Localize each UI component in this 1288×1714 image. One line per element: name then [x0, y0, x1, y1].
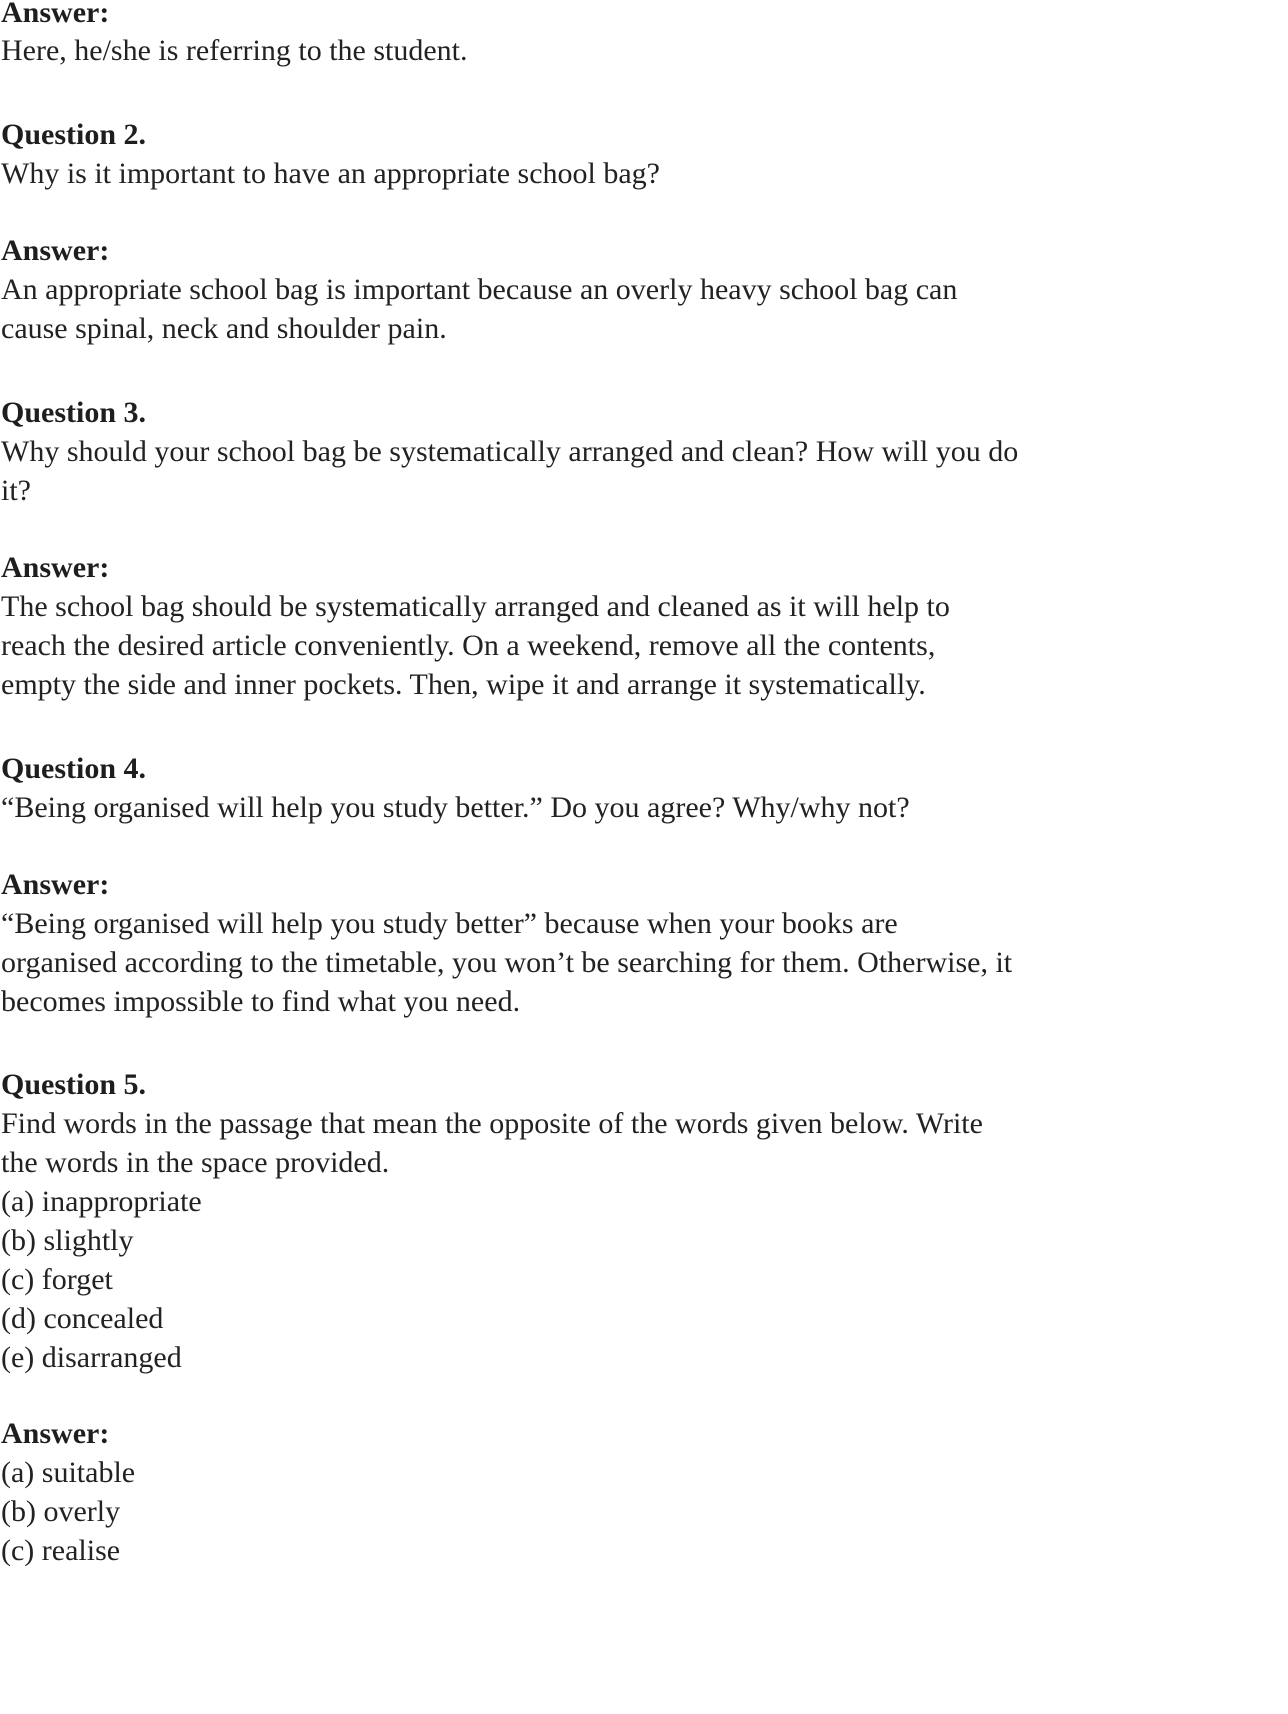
text-line: “Being organised will help you study better” because when your books are	[1, 907, 898, 940]
paragraph	[1, 1453, 135, 1570]
text-line: (a) suitable	[1, 1456, 136, 1489]
text-line: An appropriate school bag is important because an overly heavy school bag can	[1, 273, 958, 306]
text-line: becomes impossible to find what you need.	[1, 985, 521, 1018]
text-line: (c) realise	[1, 1534, 121, 1567]
answer-heading: Answer:	[1, 868, 110, 901]
paragraph	[1, 587, 950, 704]
paragraph	[1, 432, 1018, 510]
answer-heading: Answer:	[1, 0, 110, 29]
text-line: Find words in the passage that mean the opposite of the words given below. Write	[1, 1107, 983, 1140]
text-line: organised according to the timetable, you won’t be searching for them. Otherwise, it	[1, 946, 1013, 979]
text-line: the words in the space provided.	[1, 1146, 390, 1179]
text-line: Why should your school bag be systematically arranged and clean? How will you do	[1, 435, 1019, 468]
text-line: (c) forget	[1, 1263, 113, 1296]
question-heading: Question 5.	[1, 1068, 147, 1101]
answer-heading: Answer:	[1, 1417, 110, 1450]
text-line: (e) disarranged	[1, 1341, 182, 1374]
answer-heading: Answer:	[1, 234, 110, 267]
text-line: reach the desired article conveniently. On a weekend, remove all the contents,	[1, 629, 936, 662]
text-line: The school bag should be systematically arranged and cleaned as it will help to	[1, 590, 950, 623]
paragraph	[1, 270, 957, 348]
text-line: “Being organised will help you study better.” Do you agree? Why/why not?	[1, 791, 910, 824]
paragraph	[1, 154, 660, 193]
text-line: empty the side and inner pockets. Then, wipe it and arrange it systematically.	[1, 668, 926, 701]
text-line: Here, he/she is referring to the student.	[1, 34, 468, 67]
paragraph	[1, 788, 910, 827]
paragraph	[1, 1104, 983, 1377]
text-line: (d) concealed	[1, 1302, 164, 1335]
question-heading: Question 4.	[1, 752, 147, 785]
paragraph	[1, 904, 1012, 1021]
paragraph	[1, 31, 468, 70]
text-line: (b) slightly	[1, 1224, 134, 1257]
text-line: (b) overly	[1, 1495, 121, 1528]
text-line: it?	[1, 474, 31, 507]
question-heading: Question 3.	[1, 396, 147, 429]
text-line: (a) inappropriate	[1, 1185, 202, 1218]
text-line: Why is it important to have an appropriate school bag?	[1, 157, 660, 190]
answer-heading: Answer:	[1, 551, 110, 584]
text-line: cause spinal, neck and shoulder pain.	[1, 312, 447, 345]
question-heading: Question 2.	[1, 118, 147, 151]
